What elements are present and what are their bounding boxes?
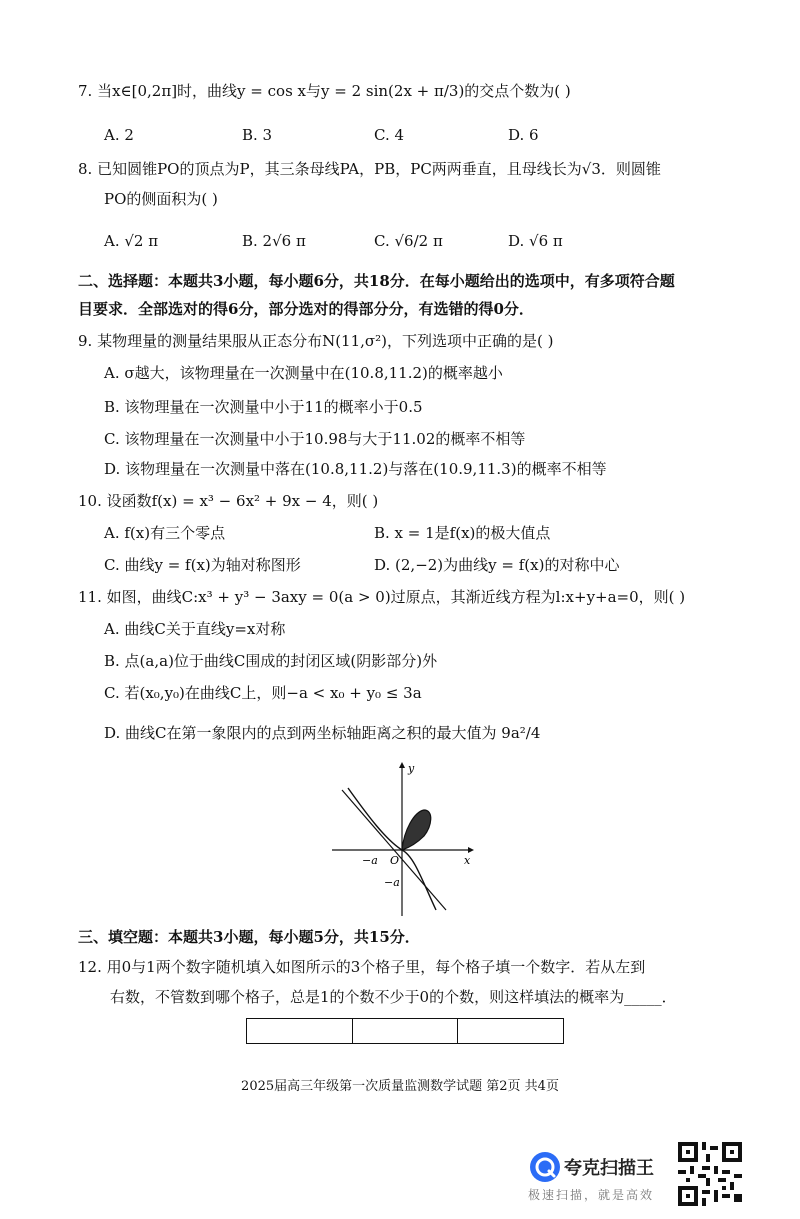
q11-option-b: B. 点(a,a)位于曲线C围成的封闭区域(阴影部分)外 [104, 652, 438, 670]
q8-option-d: D. √6 π [508, 232, 563, 250]
q8-stem-line1: 8. 已知圆锥PO的顶点为P，其三条母线PA，PB，PC两两垂直，且母线长为√3．则圆锥 [78, 160, 661, 178]
q10-option-b: B. x = 1是f(x)的极大值点 [374, 524, 551, 542]
q11-option-a: A. 曲线C关于直线y=x对称 [104, 620, 286, 638]
q10-option-c: C. 曲线y = f(x)为轴对称图形 [104, 556, 301, 574]
qr-code-icon [678, 1142, 742, 1206]
q9-option-b: B. 该物理量在一次测量中小于11的概率小于0.5 [104, 398, 423, 416]
quark-logo-icon [528, 1150, 562, 1184]
figure-label-neg-a-y: −a [384, 876, 400, 889]
q9-option-d: D. 该物理量在一次测量中落在(10.8,11.2)与落在(10.9,11.3)的概率不相等 [104, 460, 607, 478]
q8-stem-line2: PO的侧面积为( ) [104, 190, 218, 208]
section2-heading-line2: 目要求．全部选对的得6分，部分选对的得部分分，有选错的得0分． [78, 300, 534, 318]
grid-cell [247, 1019, 353, 1043]
figure-label-neg-a-x: −a [362, 854, 378, 867]
three-cell-grid [246, 1018, 564, 1044]
section2-heading-line1: 二、选择题：本题共3小题，每小题6分，共18分．在每小题给出的选项中，有多项符合题 [78, 272, 675, 290]
q7-option-b: B. 3 [242, 126, 273, 144]
q7-option-d: D. 6 [508, 126, 539, 144]
q10-option-d: D. (2,−2)为曲线y = f(x)的对称中心 [374, 556, 620, 574]
curve-branch-lower-right [402, 850, 436, 910]
q8-option-a: A. √2 π [104, 232, 159, 250]
figure-label-origin: O [390, 854, 400, 867]
q8-option-c: C. √6/2 π [374, 232, 443, 250]
curve-branch-upper-left [348, 788, 402, 850]
q10-stem: 10. 设函数f(x) = x³ − 6x² + 9x − 4，则( ) [78, 492, 379, 510]
q12-stem-line1: 12. 用0与1两个数字随机填入如图所示的3个格子里，每个格子填一个数字．若从左到 [78, 958, 646, 976]
q11-option-c: C. 若(x₀,y₀)在曲线C上，则−a < x₀ + y₀ ≤ 3a [104, 684, 422, 702]
q12-stem-line2: 右数，不管数到哪个格子，总是1的个数不少于0的个数，则这样填法的概率为_____． [110, 988, 677, 1006]
scanner-brand [526, 1150, 676, 1210]
shaded-loop [402, 810, 431, 850]
q7-option-a: A. 2 [104, 126, 134, 144]
q7-option-c: C. 4 [374, 126, 405, 144]
figure-label-y: y [408, 762, 415, 775]
figure-label-x: x [464, 854, 471, 867]
brand-title: 夸克扫描王 [564, 1158, 654, 1179]
q11-stem: 11. 如图，曲线C:x³ + y³ − 3axy = 0(a > 0)过原点，其渐近线方程为l:x+y+a=0，则( ) [78, 588, 686, 606]
brand-subtitle: 极速扫描，就是高效 [528, 1188, 655, 1202]
y-axis-arrow [399, 762, 405, 768]
q9-option-c: C. 该物理量在一次测量中小于10.98与大于11.02的概率不相等 [104, 430, 526, 448]
q11-option-d: D. 曲线C在第一象限内的点到两坐标轴距离之积的最大值为 9a²/4 [104, 724, 541, 742]
q9-stem: 9. 某物理量的测量结果服从正态分布N(11,σ²)，下列选项中正确的是( ) [78, 332, 554, 350]
x-axis-arrow [468, 847, 474, 853]
grid-cell [458, 1019, 563, 1043]
q10-option-a: A. f(x)有三个零点 [104, 524, 226, 542]
q7-stem: 7. 当x∈[0,2π]时，曲线y = cos x与y = 2 sin(2x + π/3)的交点个数为( ) [78, 82, 571, 100]
q9-option-a: A. σ越大，该物理量在一次测量中在(10.8,11.2)的概率越小 [104, 364, 503, 382]
folium-figure [328, 760, 478, 920]
q8-option-b: B. 2√6 π [242, 232, 306, 250]
page-footer: 2025届高三年级第一次质量监测数学试题 第2页 共4页 [241, 1079, 559, 1094]
section3-heading: 三、填空题：本题共3小题，每小题5分，共15分． [78, 928, 420, 946]
grid-cell [353, 1019, 459, 1043]
